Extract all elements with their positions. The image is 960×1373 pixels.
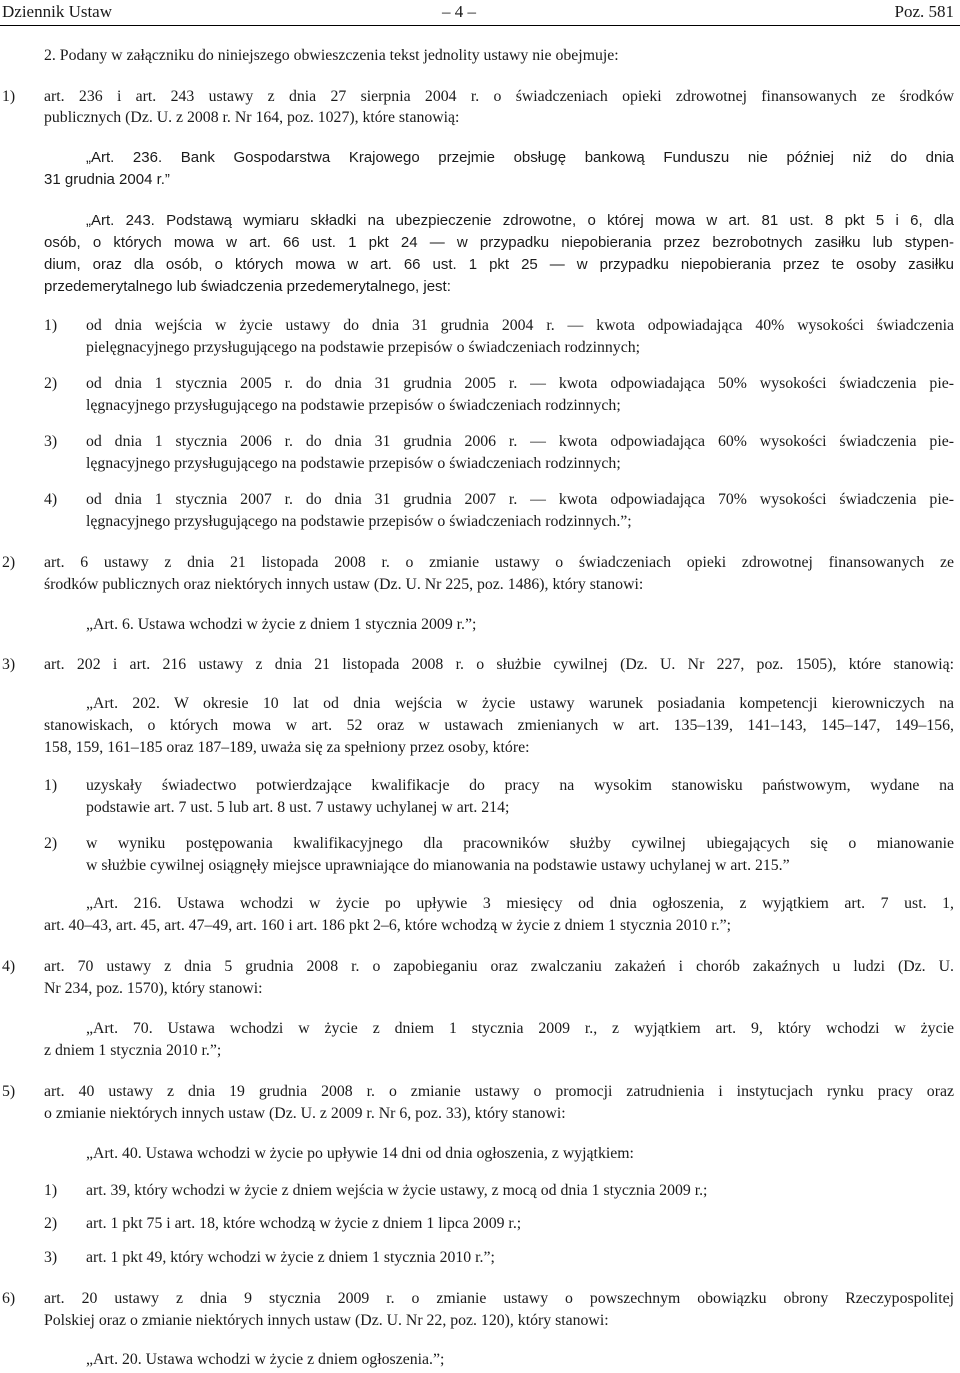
subitem-number: 3): [44, 1249, 58, 1266]
item-text: Polskiej oraz o zmianie niektórych innych ustaw (Dz. U. Nr 22, poz. 120), który stanowi:: [44, 1312, 609, 1329]
subitem-text: art. 39, który wchodzi w życie z dniem wejścia w życie ustawy, z mocą od dnia 1 stycznia 2009 r.;: [86, 1182, 708, 1199]
subitem-number: 2): [44, 1215, 58, 1232]
item-text: publicznych (Dz. U. z 2008 r. Nr 164, poz. 1027), które stanowią:: [44, 109, 460, 126]
subitem-number: 4): [44, 491, 58, 508]
item-text: art. 236 i art. 243 ustawy z dnia 27 sierpnia 2004 r. o świadczeniach opieki zdrowotnej finansowanych ze środków: [44, 88, 954, 105]
quoted-article: „Art. 202. W okresie 10 lat od dnia wejścia w życie ustawy warunek posiadania kompetencji kierowniczych na: [86, 695, 954, 712]
quoted-article: „Art. 243. Podstawą wymiaru składki na ubezpieczenie zdrowotne, o której mowa w art. 81 ust. 8 pkt 5 i 6, dla: [86, 212, 954, 229]
subitem-text: lęgnacyjnego przysługującego na podstawie przepisów o świadczeniach rodzinnych;: [86, 455, 621, 472]
subitem-text: od dnia 1 stycznia 2006 r. do dnia 31 grudnia 2006 r. — kwota odpowiadająca 60% wysokości świadczenia pie-: [86, 433, 954, 450]
header-rule: [0, 25, 960, 26]
subitem-text: lęgnacyjnego przysługującego na podstawie przepisów o świadczeniach rodzinnych;: [86, 397, 621, 414]
quoted-article: dium, oraz dla osób, o których mowa w art. 66 ust. 1 pkt 25 — w przypadku niepobierania przez te osoby zasiłku: [44, 256, 954, 273]
subitem-number: 1): [44, 317, 58, 334]
quoted-article: art. 40–43, art. 45, art. 47–49, art. 160 i art. 186 pkt 2–6, które wchodzą w życie z dniem 1 stycznia 2010 r.”;: [44, 917, 731, 934]
item-number: 4): [2, 958, 16, 975]
item-number: 2): [2, 554, 16, 571]
subitem-text: w służbie cywilnej osiągnęły miejsce uprawniające do mianowania na podstawie ustawy uchylanej w art. 215.”: [86, 857, 790, 874]
quoted-article: osób, o których mowa w art. 66 ust. 1 pkt 24 — w przypadku niepobierania przez bezrobotnych zasiłku lub stypen-: [44, 234, 954, 251]
item-number: 6): [2, 1290, 16, 1307]
subitem-number: 1): [44, 777, 58, 794]
item-text: art. 202 i art. 216 ustawy z dnia 21 listopada 2008 r. o służbie cywilnej (Dz. U. Nr 227, poz. 1505), które stanowią:: [44, 656, 954, 673]
subitem-text: lęgnacyjnego przysługującego na podstawie przepisów o świadczeniach rodzinnych.”;: [86, 513, 632, 530]
item-text: Nr 234, poz. 1570), który stanowi:: [44, 980, 263, 997]
quoted-article: przedemerytalnego lub świadczenia przedemerytalnego, jest:: [44, 278, 451, 295]
quoted-article: 158, 159, 161–185 oraz 187–189, uważa się za spełniony przez osoby, które:: [44, 739, 530, 756]
paragraph-intro: 2. Podany w załączniku do niniejszego obwieszczenia tekst jednolity ustawy nie obejmuje:: [44, 47, 619, 64]
subitem-text: podstawie art. 7 ust. 5 lub art. 8 ust. 7 ustawy uchylanej w art. 214;: [86, 799, 510, 816]
quoted-article: 31 grudnia 2004 r.”: [44, 171, 170, 188]
quoted-article: „Art. 6. Ustawa wchodzi w życie z dniem 1 stycznia 2009 r.”;: [86, 616, 477, 633]
item-text: o zmianie niektórych innych ustaw (Dz. U. z 2009 r. Nr 6, poz. 33), który stanowi:: [44, 1105, 566, 1122]
quoted-article: „Art. 20. Ustawa wchodzi w życie z dniem ogłoszenia.”;: [86, 1351, 445, 1368]
subitem-number: 3): [44, 433, 58, 450]
journal-name: Dziennik Ustaw: [2, 2, 113, 21]
subitem-text: w wyniku postępowania kwalifikacyjnego dla pracowników służby cywilnej ubiegających się o mianowanie: [86, 835, 954, 852]
subitem-number: 2): [44, 835, 58, 852]
item-text: art. 70 ustawy z dnia 5 grudnia 2008 r. o zapobieganiu oraz zwalczaniu zakażeń i chorób zakaźnych u ludzi (Dz. U.: [44, 958, 954, 975]
subitem-text: uzyskały świadectwo potwierdzające kwalifikacje do pracy na wysokim stanowisku państwowym, wydane na: [86, 777, 954, 794]
subitem-text: od dnia wejścia w życie ustawy do dnia 31 grudnia 2004 r. — kwota odpowiadająca 40% wysokości świadczenia: [86, 317, 954, 334]
subitem-text: od dnia 1 stycznia 2005 r. do dnia 31 grudnia 2005 r. — kwota odpowiadająca 50% wysokości świadczenia pie-: [86, 375, 954, 392]
item-text: art. 40 ustawy z dnia 19 grudnia 2008 r. o zmianie ustawy o promocji zatrudnienia i instytucjach rynku pracy oraz: [44, 1083, 954, 1100]
page-header: [0, 0, 960, 24]
item-number: 1): [2, 88, 16, 105]
quoted-article: „Art. 236. Bank Gospodarstwa Krajowego przejmie obsługę bankową Funduszu nie później niż do dnia: [86, 149, 954, 166]
quoted-article: „Art. 40. Ustawa wchodzi w życie po upływie 14 dni od dnia ogłoszenia, z wyjątkiem:: [86, 1145, 634, 1162]
page-number: – 4 –: [442, 2, 476, 21]
subitem-number: 2): [44, 375, 58, 392]
item-text: środków publicznych oraz niektórych innych ustaw (Dz. U. Nr 225, poz. 1486), który stanowi:: [44, 576, 644, 593]
quoted-article: „Art. 216. Ustawa wchodzi w życie po upływie 3 miesięcy od dnia ogłoszenia, z wyjątkiem art. 7 ust. 1,: [86, 895, 954, 912]
item-text: art. 6 ustawy z dnia 21 listopada 2008 r. o zmianie ustawy o świadczeniach opieki zdrowotnej finansowanych ze: [44, 554, 954, 571]
item-number: 3): [2, 656, 16, 673]
position-number: Poz. 581: [894, 2, 954, 21]
subitem-text: art. 1 pkt 49, który wchodzi w życie z dniem 1 stycznia 2010 r.”;: [86, 1249, 495, 1266]
quoted-article: z dniem 1 stycznia 2010 r.”;: [44, 1042, 222, 1059]
quoted-article: „Art. 70. Ustawa wchodzi w życie z dniem 1 stycznia 2009 r., z wyjątkiem art. 9, który wchodzi w życie: [86, 1020, 954, 1037]
subitem-text: art. 1 pkt 75 i art. 18, które wchodzą w życie z dniem 1 lipca 2009 r.;: [86, 1215, 522, 1232]
item-number: 5): [2, 1083, 16, 1100]
quoted-article: stanowiskach, o których mowa w art. 52 oraz w ustawach zmienianych w art. 135–139, 141–143, 145–147, 149–156,: [44, 717, 954, 734]
subitem-text: pielęgnacyjnego przysługującego na podstawie przepisów o świadczeniach rodzinnych;: [86, 339, 641, 356]
subitem-number: 1): [44, 1182, 58, 1199]
item-text: art. 20 ustawy z dnia 9 stycznia 2009 r. o zmianie ustawy o powszechnym obowiązku obrony Rzeczypospolitej: [44, 1290, 954, 1307]
subitem-text: od dnia 1 stycznia 2007 r. do dnia 31 grudnia 2007 r. — kwota odpowiadająca 70% wysokości świadczenia pie-: [86, 491, 954, 508]
